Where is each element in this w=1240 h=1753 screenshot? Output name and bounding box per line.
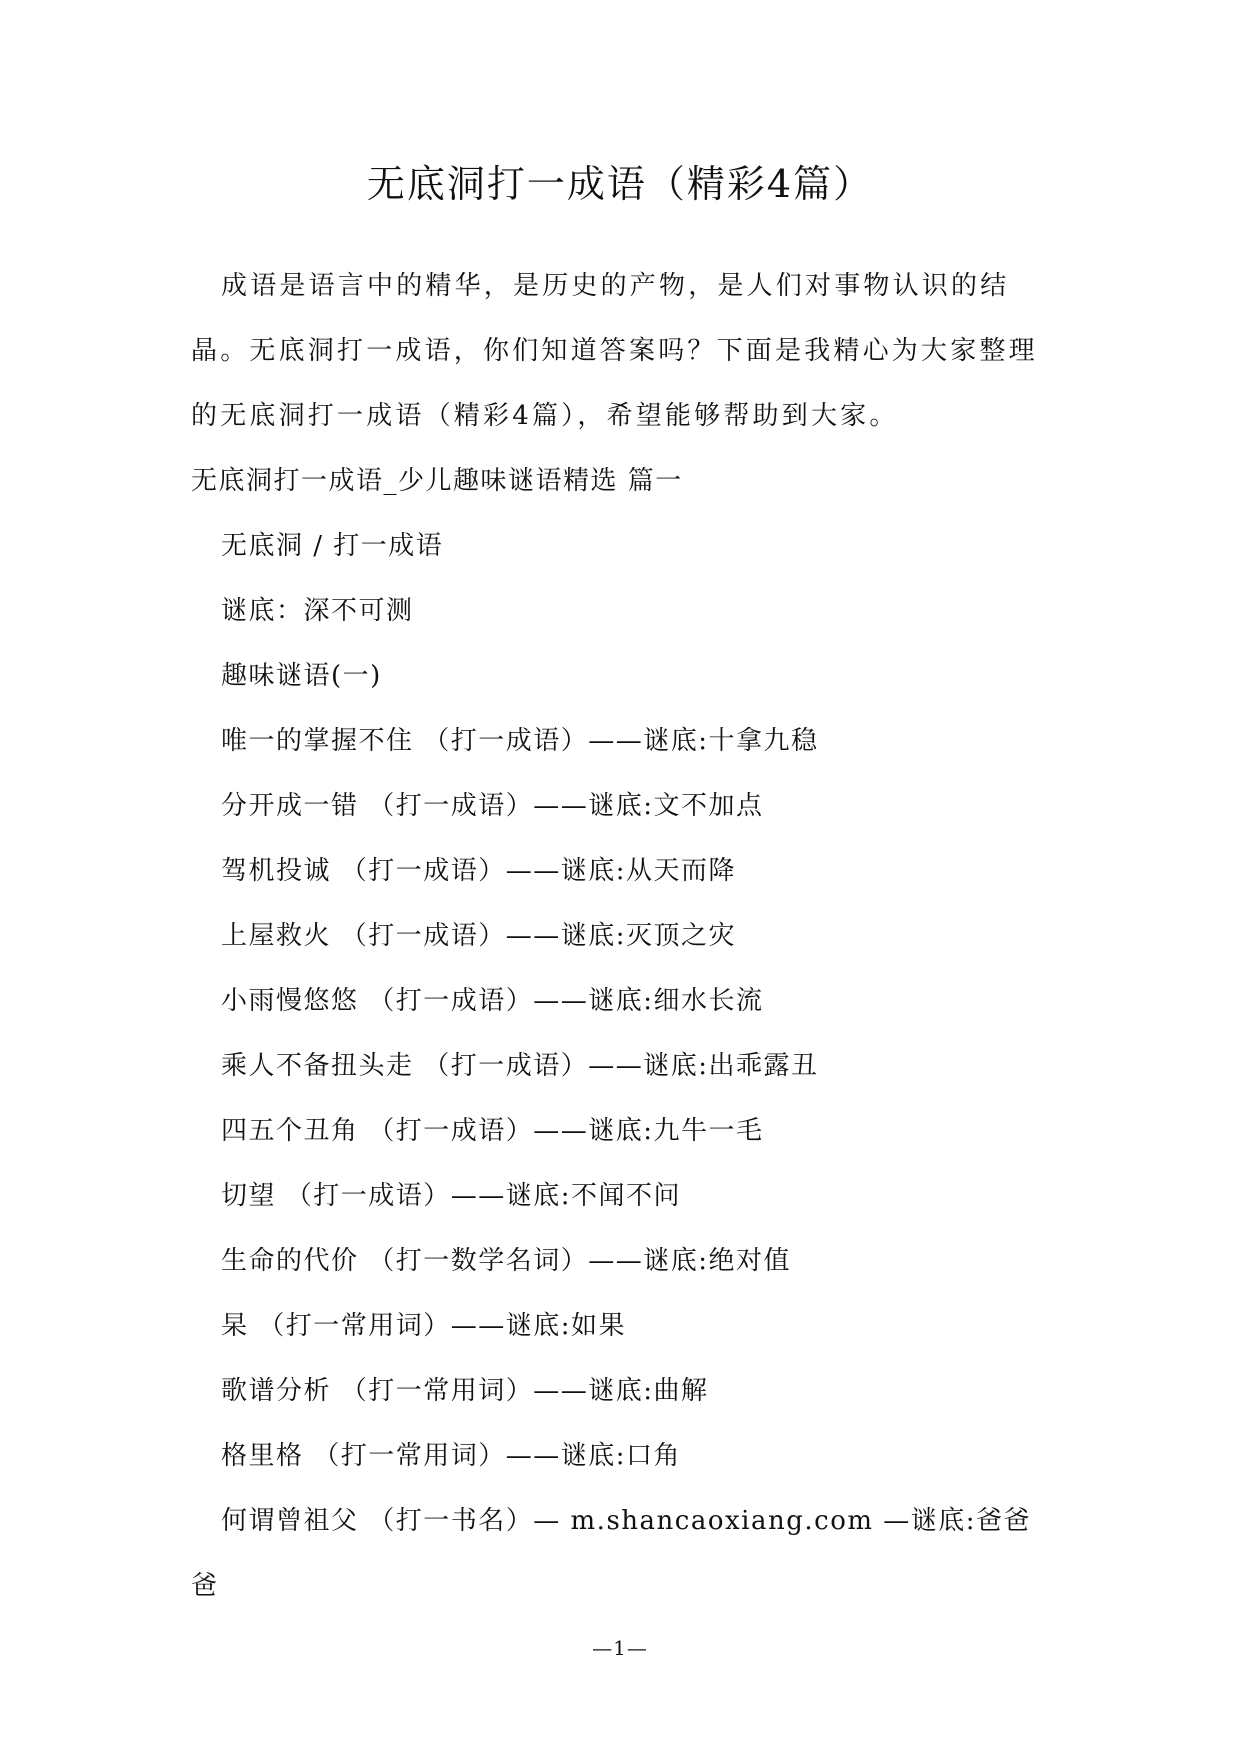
section-heading: 无底洞打一成语_少儿趣味谜语精选 篇一 bbox=[191, 466, 683, 496]
riddle-line: 四五个丑角 （打一成语）——谜底:九牛一毛 bbox=[221, 1116, 764, 1146]
document-title: 无底洞打一成语（精彩4篇） bbox=[366, 162, 874, 206]
document-body bbox=[191, 254, 1053, 1619]
riddle-line: 分开成一错 （打一成语）——谜底:文不加点 bbox=[221, 791, 764, 821]
riddle-line: 驾机投诚 （打一成语）——谜底:从天而降 bbox=[221, 856, 737, 886]
riddle-line: 杲 （打一常用词）——谜底:如果 bbox=[221, 1311, 627, 1341]
riddle-line: 上屋救火 （打一成语）——谜底:灭顶之灾 bbox=[221, 921, 737, 951]
riddle-line: 趣味谜语(一) bbox=[221, 661, 382, 691]
riddle-line: 谜底：深不可测 bbox=[221, 596, 414, 626]
riddle-line: 切望 （打一成语）——谜底:不闻不问 bbox=[221, 1181, 682, 1211]
riddle-line: 歌谱分析 （打一常用词）——谜底:曲解 bbox=[221, 1376, 709, 1406]
riddle-line-with-link: 何谓曾祖父 （打一书名）— m.shancaoxiang.com —谜底:爸爸爸 bbox=[191, 1506, 1032, 1601]
riddle-line: 小雨慢悠悠 （打一成语）——谜底:细水长流 bbox=[221, 986, 764, 1016]
riddle-line: 唯一的掌握不住 （打一成语）——谜底:十拿九稳 bbox=[221, 726, 819, 756]
riddle-line: 无底洞 / 打一成语 bbox=[221, 531, 444, 561]
riddle-line: 乘人不备扭头走 （打一成语）——谜底:出乖露丑 bbox=[221, 1051, 819, 1081]
riddle-line: 生命的代价 （打一数学名词）——谜底:绝对值 bbox=[221, 1246, 792, 1276]
riddle-line: 格里格 （打一常用词）——谜底:口角 bbox=[221, 1441, 682, 1471]
intro-paragraph: 成语是语言中的精华，是历史的产物，是人们对事物认识的结晶。无底洞打一成语，你们知道答案吗？下面是我精心为大家整理的无底洞打一成语（精彩4篇），希望能够帮助到大家。 bbox=[191, 271, 1038, 431]
page-number: —1— bbox=[592, 1636, 648, 1660]
